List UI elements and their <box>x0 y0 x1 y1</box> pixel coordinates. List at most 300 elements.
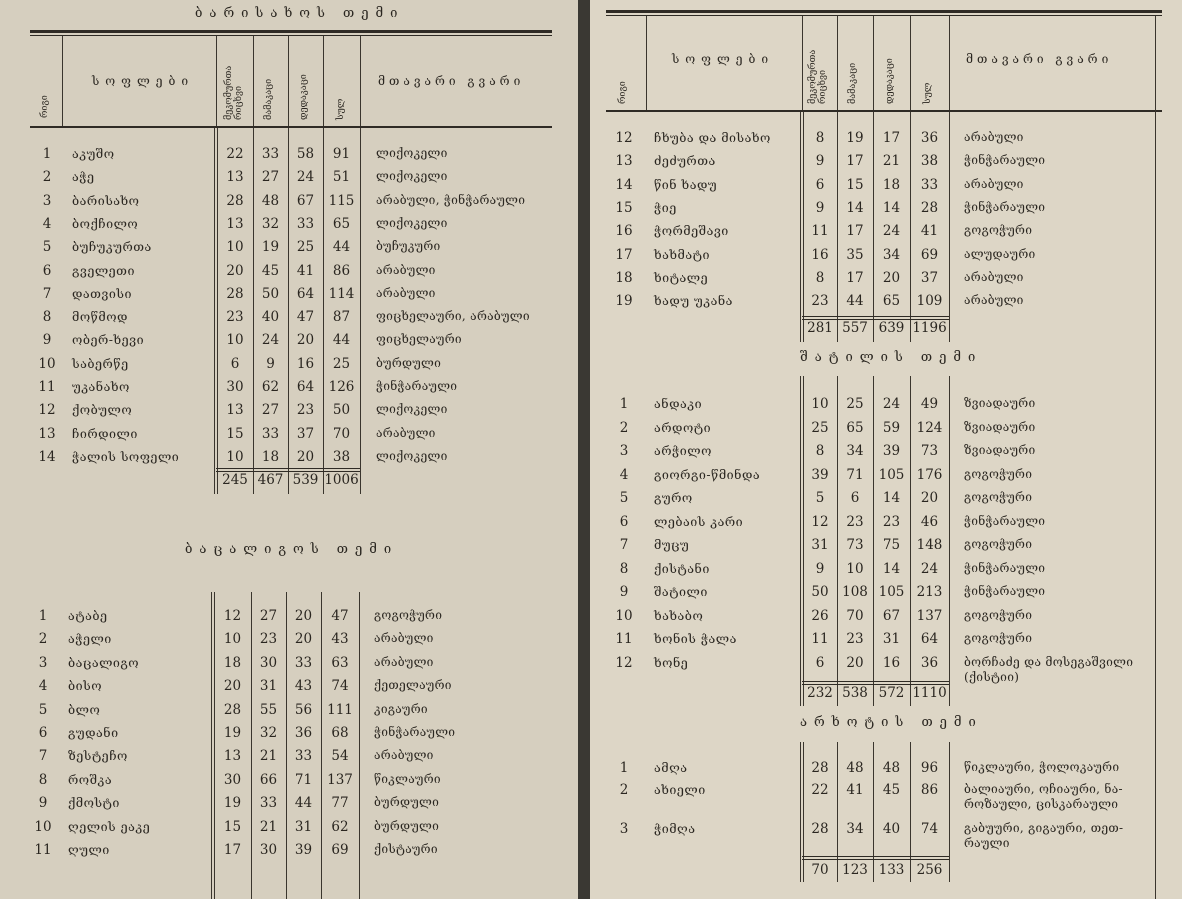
main-clan-value: ლიქოკელი <box>376 215 448 230</box>
males-value: 48 <box>261 192 280 209</box>
males-value: 40 <box>261 309 280 326</box>
total-value: 38 <box>332 448 351 465</box>
header-females: დედაკაცი <box>885 58 895 104</box>
main-clan-value: ლიქოკელი <box>376 146 448 160</box>
row-number: 8 <box>42 309 52 326</box>
households-value: 9 <box>815 560 825 577</box>
total-value: 43 <box>331 631 349 648</box>
village-name: ჭიე <box>654 199 677 215</box>
females-value: 64 <box>296 379 315 395</box>
village-name: ბისო <box>68 678 103 694</box>
row-number: 12 <box>615 130 633 146</box>
households-value: 8 <box>815 269 825 286</box>
village-name: ხონის ჭალა <box>654 631 737 646</box>
village-name: ბარისახო <box>72 192 140 208</box>
females-value: 24 <box>296 169 315 186</box>
households-value: 28 <box>811 760 829 776</box>
total-value: 73 <box>920 443 939 459</box>
main-clan-value: არაბული <box>374 631 434 646</box>
females-value: 47 <box>296 309 315 326</box>
main-clan-value: ზვიადაური <box>964 419 1036 434</box>
males-value: 23 <box>259 631 278 648</box>
total-males: 123 <box>842 862 868 878</box>
households-value: 15 <box>223 818 242 835</box>
header-col-divider <box>873 16 874 110</box>
females-value: 20 <box>882 269 901 286</box>
row-number: 7 <box>619 537 629 553</box>
households-value: 10 <box>811 396 829 412</box>
females-value: 21 <box>882 153 901 170</box>
households-value: 31 <box>811 537 829 553</box>
main-clan-value: არაბული <box>964 293 1024 308</box>
females-value: 58 <box>296 146 315 162</box>
males-value: 25 <box>846 396 864 412</box>
males-value: 33 <box>261 146 280 162</box>
main-clan-value: ქისტაური <box>374 842 438 856</box>
females-value: 67 <box>296 192 315 209</box>
main-clan-value: ბუჩუკური <box>376 239 441 254</box>
village-name: უკანახო <box>72 379 130 394</box>
header-col-divider <box>910 16 911 110</box>
total-value: 49 <box>920 396 939 412</box>
households-value: 6 <box>815 176 825 193</box>
village-name: მოწმოდ <box>72 309 128 325</box>
total-value: 114 <box>328 285 355 302</box>
village-name: წინ ხადუ <box>654 176 718 192</box>
females-value: 33 <box>294 748 313 765</box>
total-value: 86 <box>332 262 351 279</box>
males-value: 48 <box>846 760 864 776</box>
row-number: 18 <box>615 269 633 286</box>
households-value: 15 <box>226 425 244 442</box>
village-name: არდოტი <box>654 419 712 435</box>
header-number: რიგი <box>618 81 628 104</box>
village-name: ობერ-ხევი <box>72 332 145 348</box>
females-value: 39 <box>882 443 901 459</box>
total-value: 28 <box>920 199 939 216</box>
row-number: 1 <box>619 396 629 412</box>
total-value: 68 <box>331 725 349 741</box>
main-clan-value: წიკლაური, ჭოლოკაური <box>964 760 1120 774</box>
row-number: 11 <box>615 631 633 647</box>
main-clan-value: გოგოჭური <box>964 607 1033 622</box>
total-value: 148 <box>916 537 943 553</box>
total-value: 36 <box>920 130 939 146</box>
total-value: 24 <box>920 560 939 577</box>
total-value: 64 <box>920 631 939 647</box>
total-value: 176 <box>916 466 943 483</box>
row-number: 14 <box>38 448 56 465</box>
males-value: 31 <box>259 678 278 695</box>
households-value: 8 <box>815 443 825 459</box>
males-value: 19 <box>846 130 864 146</box>
main-clan-value: არაბული <box>376 425 436 440</box>
females-value: 105 <box>878 466 905 483</box>
households-value: 13 <box>226 169 244 186</box>
main-clan-value: არაბული <box>964 176 1024 191</box>
main-clan-value: არაბული <box>374 748 434 763</box>
total-value: 62 <box>331 818 349 835</box>
males-value: 33 <box>261 425 280 442</box>
females-value: 14 <box>882 490 901 506</box>
row-number: 11 <box>38 379 56 395</box>
total-value: 115 <box>328 192 355 209</box>
main-clan-value: წიკლაური <box>374 771 441 786</box>
main-clan-value: ჭინჭარაული <box>964 153 1046 168</box>
total-value: 96 <box>920 760 939 776</box>
households-value: 10 <box>223 631 242 648</box>
males-value: 30 <box>259 842 278 858</box>
males-value: 32 <box>261 215 280 232</box>
village-name: აჭე <box>72 169 95 185</box>
households-value: 6 <box>815 654 825 671</box>
row-number: 5 <box>38 701 48 718</box>
main-clan-value: ფიცხელაური, არაბული <box>376 309 530 324</box>
total-value: 74 <box>920 821 939 837</box>
header-females: დედაკაცი <box>299 74 309 120</box>
households-value: 6 <box>230 355 240 372</box>
females-value: 25 <box>296 239 315 256</box>
males-value: 17 <box>846 269 864 286</box>
households-value: 30 <box>226 379 244 395</box>
males-value: 45 <box>261 262 280 279</box>
main-clan-value: ბალიაური, ოჩიაური, ნა- როზაული, ცისკარაული <box>964 782 1123 811</box>
row-number: 10 <box>34 818 52 835</box>
females-value: 20 <box>294 631 313 648</box>
row-number: 2 <box>619 419 629 436</box>
totals-rule <box>802 859 949 860</box>
row-number: 9 <box>619 584 629 600</box>
females-value: 16 <box>296 355 315 372</box>
households-value: 22 <box>811 782 829 798</box>
village-name: გველეთი <box>72 262 135 278</box>
village-name: არჭილო <box>654 443 712 458</box>
header-col-divider <box>802 16 803 110</box>
households-value: 12 <box>223 608 242 624</box>
households-value: 10 <box>226 448 244 465</box>
males-value: 44 <box>846 293 864 310</box>
village-name: ხახაბო <box>654 607 704 623</box>
males-value: 15 <box>846 176 864 193</box>
main-clan-value: ზვიადაური <box>964 443 1036 457</box>
total-value: 126 <box>328 379 355 395</box>
row-number: 7 <box>38 748 48 765</box>
males-value: 41 <box>846 782 864 798</box>
females-value: 16 <box>882 654 901 671</box>
row-number: 8 <box>619 560 629 577</box>
total-households: 232 <box>807 685 833 701</box>
table-top-rule-thin <box>606 15 1162 16</box>
females-value: 17 <box>882 130 901 146</box>
col-divider <box>949 742 950 882</box>
village-name: ჭორმეშავი <box>654 223 729 239</box>
females-value: 41 <box>296 262 315 279</box>
main-clan-value: ლიქოკელი <box>376 169 448 184</box>
males-value: 34 <box>846 443 864 459</box>
header-village: სოფლები <box>672 52 775 66</box>
row-number: 12 <box>615 654 633 671</box>
main-clan-value: არაბული, ჭინჭარაული <box>376 192 526 207</box>
total-value: 37 <box>920 269 939 286</box>
main-clan-value: გოგოჭური <box>374 608 443 622</box>
total-value: 137 <box>916 607 943 624</box>
village-name: ჩხუბა და მისახო <box>654 130 771 145</box>
households-value: 16 <box>811 246 829 263</box>
households-value: 50 <box>811 584 829 600</box>
main-clan-value: ალუდაური <box>964 246 1036 261</box>
main-clan-value: გაბუური, გიგაური, თეთ- რაული <box>964 821 1124 850</box>
households-value: 19 <box>223 725 242 741</box>
totals-rule <box>216 468 360 469</box>
total-value: 69 <box>920 246 939 263</box>
main-clan-value: ჭინჭარაული <box>964 584 1046 598</box>
females-value: 37 <box>296 425 315 442</box>
males-value: 70 <box>846 607 864 624</box>
main-clan-value: ქეთელაური <box>374 678 452 693</box>
header-households: მეკომურთა რიცხვი <box>808 49 828 104</box>
col-divider <box>359 592 360 899</box>
totals-rule <box>802 856 949 857</box>
females-value: 34 <box>882 246 901 263</box>
households-value: 39 <box>811 466 829 483</box>
total-sum: 1110 <box>912 685 947 701</box>
males-value: 23 <box>846 631 864 647</box>
main-clan-value: ჭინჭარაული <box>964 560 1046 575</box>
females-value: 24 <box>882 223 901 240</box>
total-females: 572 <box>878 685 905 701</box>
header-village: სოფლები <box>92 74 195 88</box>
males-value: 32 <box>259 725 278 741</box>
total-value: 36 <box>920 654 939 671</box>
households-value: 13 <box>226 402 244 419</box>
females-value: 31 <box>294 818 313 835</box>
row-number: 9 <box>38 795 48 812</box>
females-value: 36 <box>294 725 313 741</box>
males-value: 21 <box>259 748 278 765</box>
total-value: 46 <box>920 513 939 530</box>
row-number: 19 <box>615 293 633 310</box>
village-name: ჭალის სოფელი <box>72 448 180 464</box>
households-value: 20 <box>223 678 242 695</box>
total-value: 70 <box>332 425 351 442</box>
row-number: 17 <box>615 246 633 263</box>
village-name: ქმოსტი <box>68 795 120 811</box>
total-males: 557 <box>842 320 868 336</box>
village-name: ლებაის კარი <box>654 513 744 529</box>
males-value: 33 <box>259 795 278 812</box>
row-number: 16 <box>615 223 633 240</box>
main-clan-value: არაბული <box>964 130 1024 144</box>
row-number: 2 <box>619 782 629 798</box>
households-value: 28 <box>811 821 829 837</box>
row-number: 6 <box>38 725 48 741</box>
males-value: 27 <box>259 608 278 624</box>
header-total: სულ <box>336 98 346 120</box>
header-bottom-rule <box>606 110 1162 112</box>
total-females: 133 <box>878 862 905 878</box>
total-value: 38 <box>920 153 939 170</box>
males-value: 14 <box>846 199 864 216</box>
village-name: ქობულო <box>72 402 133 418</box>
households-value: 28 <box>223 701 242 718</box>
row-number: 6 <box>42 262 52 279</box>
village-name: გიორგი-წმინდა <box>654 466 761 482</box>
total-value: 111 <box>327 701 353 718</box>
village-name: ხახმატი <box>654 246 710 262</box>
total-value: 20 <box>920 490 939 506</box>
main-clan-value: ბურდული <box>374 818 440 833</box>
village-name: შატილი <box>654 584 708 599</box>
females-value: 18 <box>882 176 901 193</box>
households-value: 11 <box>811 631 829 647</box>
total-value: 213 <box>916 584 943 600</box>
total-value: 33 <box>920 176 939 193</box>
row-number: 4 <box>42 215 52 232</box>
total-value: 44 <box>332 332 351 349</box>
households-value: 20 <box>226 262 244 279</box>
village-name: ღული <box>68 842 110 857</box>
main-clan-value: ბურდული <box>376 355 442 370</box>
males-value: 55 <box>259 701 278 718</box>
males-value: 50 <box>261 285 280 302</box>
main-clan-value: არაბული <box>374 654 434 669</box>
row-number: 1 <box>42 146 52 162</box>
header-col-divider <box>323 36 324 126</box>
main-clan-value: ფიცხელაური <box>376 332 462 347</box>
females-value: 67 <box>882 607 901 624</box>
main-clan-value: კიგაური <box>374 701 428 716</box>
row-number: 6 <box>619 513 629 530</box>
females-value: 33 <box>294 654 313 671</box>
total-value: 74 <box>331 678 349 695</box>
females-value: 24 <box>882 396 901 412</box>
table-top-rule <box>30 30 552 33</box>
village-name: ახიელი <box>654 782 706 797</box>
row-number: 1 <box>619 760 629 776</box>
total-value: 69 <box>331 842 349 858</box>
households-value: 10 <box>226 239 244 256</box>
total-value: 109 <box>916 293 943 310</box>
total-value: 44 <box>332 239 351 256</box>
main-clan-value: არაბული <box>376 262 436 277</box>
total-sum: 1196 <box>912 320 947 336</box>
households-value: 9 <box>815 153 825 170</box>
main-clan-value: ჭინჭარაული <box>376 379 458 393</box>
males-value: 62 <box>261 379 280 395</box>
row-number: 14 <box>615 176 633 193</box>
households-value: 17 <box>223 842 242 858</box>
households-value: 13 <box>226 215 244 232</box>
males-value: 34 <box>846 821 864 837</box>
main-clan-value: ბორჩაძე და მოსეგაშვილი (ქისტიი) <box>964 654 1134 684</box>
village-name: ჭიმღა <box>654 821 696 836</box>
main-clan-value: გოგოჭური <box>964 631 1033 645</box>
totals-rule <box>802 681 949 682</box>
header-col-divider <box>949 16 950 110</box>
row-number: 3 <box>619 443 629 459</box>
households-value: 28 <box>226 192 244 209</box>
households-value: 8 <box>815 130 825 146</box>
males-value: 19 <box>261 239 280 256</box>
females-value: 33 <box>296 215 315 232</box>
main-clan-value: არაბული <box>964 269 1024 284</box>
header-col-divider <box>216 36 217 126</box>
village-name: ბაცალიგო <box>68 654 140 670</box>
females-value: 45 <box>882 782 901 798</box>
males-value: 23 <box>846 513 864 530</box>
col-divider <box>949 376 950 706</box>
females-value: 48 <box>882 760 901 776</box>
females-value: 65 <box>882 293 901 310</box>
females-value: 23 <box>296 402 315 419</box>
village-name: ხადუ უკანა <box>654 293 733 309</box>
females-value: 14 <box>882 560 901 577</box>
village-name: ქისტანი <box>654 560 710 576</box>
village-name: ატაბე <box>68 608 108 623</box>
total-value: 87 <box>332 309 351 326</box>
header-number: რიგი <box>40 95 50 118</box>
households-value: 23 <box>226 309 244 326</box>
main-clan-value: გოგოჭური <box>964 490 1033 504</box>
village-name: გუდანი <box>68 725 119 740</box>
header-males: მამაკაცი <box>848 62 858 104</box>
males-value: 21 <box>259 818 278 835</box>
row-number: 10 <box>38 355 56 372</box>
header-total: სულ <box>923 82 933 104</box>
left-page <box>0 0 578 899</box>
total-females: 539 <box>292 472 319 488</box>
males-value: 27 <box>261 402 280 419</box>
main-clan-value: ჭინჭარაული <box>964 513 1046 528</box>
males-value: 17 <box>846 223 864 240</box>
section-title-barisakho: ბარისახოს თემი <box>195 6 405 21</box>
section-title-batsaligo: ბაცალიგოს თემი <box>185 542 399 557</box>
total-females: 639 <box>878 320 905 336</box>
village-name: დათვისი <box>72 285 132 301</box>
females-value: 71 <box>294 771 313 788</box>
females-value: 20 <box>294 608 313 624</box>
village-name: ხონე <box>654 654 689 670</box>
females-value: 20 <box>296 448 315 465</box>
households-value: 28 <box>226 285 244 302</box>
households-value: 26 <box>811 607 829 624</box>
row-number: 13 <box>615 153 633 170</box>
village-name: აჭელი <box>68 631 112 647</box>
row-number: 2 <box>42 169 52 186</box>
main-clan-value: არაბული <box>376 285 436 300</box>
households-value: 30 <box>223 771 242 788</box>
females-value: 39 <box>294 842 313 858</box>
row-number: 8 <box>38 771 48 788</box>
households-value: 22 <box>226 146 244 162</box>
main-clan-value: გოგოჭური <box>964 223 1033 238</box>
total-value: 51 <box>332 169 351 186</box>
row-number: 4 <box>38 678 48 695</box>
households-value: 18 <box>223 654 242 671</box>
main-clan-value: გოგოჭური <box>964 537 1033 551</box>
header-main-clan: მთავარი გვარი <box>378 74 525 88</box>
households-value: 13 <box>223 748 242 765</box>
females-value: 44 <box>294 795 313 812</box>
total-households: 245 <box>222 472 248 488</box>
total-males: 467 <box>257 472 284 488</box>
section-title-shatili: შატილის თემი <box>800 350 983 365</box>
females-value: 23 <box>882 513 901 530</box>
village-name: ბოქჩილო <box>72 215 139 231</box>
males-value: 71 <box>846 466 864 483</box>
total-value: 41 <box>920 223 939 240</box>
main-clan-value: ლიქოკელი <box>376 402 448 417</box>
